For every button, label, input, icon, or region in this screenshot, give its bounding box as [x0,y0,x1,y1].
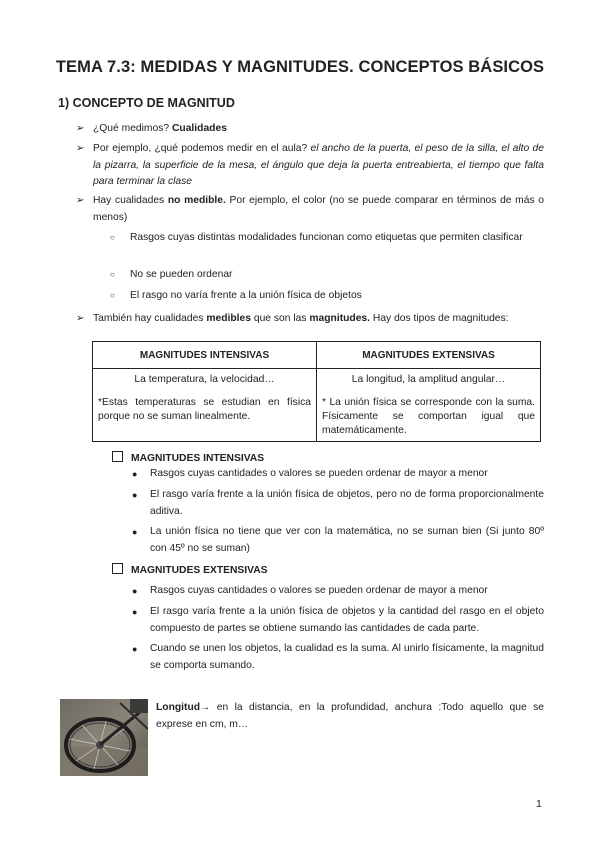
magnitudes-table [92,341,541,442]
bullet-no-medible [76,193,544,226]
bicycle-wheel-image [60,699,148,776]
sub-bullet-text: El rasgo no varía frente a la unión física de objetos [130,290,362,301]
cell-note: * La unión física se corresponde con la suma. Físicamente se comportan igual que matemáticamente. [322,397,535,436]
dot-bullet-icon: ● [132,527,138,537]
arrow-bullet-icon: ➢ [76,313,85,324]
list-item [128,604,544,637]
cell-note: *Estas temperaturas se estudian en física porque no se suman linealmente. [98,397,311,422]
bullet-text: Hay dos tipos de magnitudes: [370,313,509,324]
bullet-que-medimos [76,121,544,138]
page-title: TEMA 7.3: MEDIDAS Y MAGNITUDES. CONCEPTOS BÁSICOS [55,58,545,76]
checkbox-icon [112,451,123,462]
bullet-text: ¿Qué medimos? [93,123,172,134]
dot-bullet-icon: ● [132,490,138,500]
circle-bullet-icon: ○ [110,233,115,242]
bicycle-wheel-photo [60,699,148,776]
cell-example: La temperatura, la velocidad… [134,374,275,385]
longitud-label: Longitud [156,702,201,713]
checklist-heading-intensivas [112,451,264,464]
arrow-bullet-icon: ➢ [76,143,85,154]
bullet-italic-text: el ancho de la puerta, el peso de la silla, el alto de la pizarra, la superficie de la mesa, el ángulo que deja la puerta entreabierta, el tiempo que falta para terminar la clase [93,143,544,187]
bullet-text: Por ejemplo, el color (no se puede comparar en términos de más o menos) [93,195,544,223]
dot-bullet-icon: ● [132,607,138,617]
list-item-text: El rasgo varía frente a la unión física de objetos y la cantidad del rasgo en el objeto compuesto de partes se obtiene sumando las cantidades de cada parte. [150,606,544,634]
bullet-bold-text: no medible. [167,195,226,206]
bullet-text: que son las [250,313,310,324]
list-item [128,466,544,483]
checklist-heading-text: MAGNITUDES INTENSIVAS [131,453,265,464]
arrow-bullet-icon: ➢ [76,123,85,134]
list-item [128,583,544,600]
circle-bullet-icon: ○ [110,291,115,300]
list-item-text: Rasgos cuyas cantidades o valores se pueden ordenar de mayor a menor [150,468,488,479]
dot-bullet-icon: ● [132,469,138,479]
table-row [93,369,541,442]
list-item-text: La unión física no tiene que ver con la matemática, no se suman bien (Si junto 80º con 45º no se suman) [150,526,544,554]
cell-example: La longitud, la amplitud angular… [351,374,506,385]
sub-bullet [110,288,544,305]
cell-intensivas [93,369,317,442]
sub-bullet-text: Rasgos cuyas distintas modalidades funcionan como etiquetas que permiten clasificar [130,232,523,243]
circle-bullet-icon: ○ [110,270,115,279]
list-item-text: Cuando se unen los objetos, la cualidad es la suma. Al unirlo físicamente, la magnitud se comporta sumando. [150,643,544,671]
bullet-medibles [76,311,544,328]
list-item [128,487,544,520]
header-intensivas: MAGNITUDES INTENSIVAS [93,342,317,369]
dot-bullet-icon: ● [132,586,138,596]
bullet-text: También hay cualidades [93,313,207,324]
bullet-bold-text: Cualidades [171,123,227,134]
sub-bullet-text: No se pueden ordenar [130,269,233,280]
arrow-bullet-icon: ➢ [76,195,85,206]
table-header-row [93,342,541,369]
list-item [128,641,544,674]
section-heading: 1) CONCEPTO DE MAGNITUD [58,96,235,110]
longitud-paragraph [156,700,544,733]
bullet-ejemplo-aula [76,141,544,191]
bullet-bold-text: medibles [206,313,251,324]
checkbox-icon [112,563,123,574]
bullet-text: Hay cualidades [93,195,168,206]
bullet-bold-text: magnitudes. [309,313,371,324]
sub-bullet [110,267,544,284]
cell-extensivas [317,369,541,442]
longitud-text: → en la distancia, en la profundidad, anchura :Todo aquello que se exprese en cm, m… [156,702,544,730]
checklist-heading-extensivas [112,563,268,576]
checklist-heading-text: MAGNITUDES EXTENSIVAS [131,565,268,576]
list-item-text: El rasgo varía frente a la unión física de objetos, pero no de forma proporcionalmente aditiva. [150,489,544,517]
bullet-text: Por ejemplo, ¿qué podemos medir en el aula? [93,143,311,154]
sub-bullet [110,230,544,247]
dot-bullet-icon: ● [132,644,138,654]
page-number: 1 [536,798,542,810]
header-extensivas: MAGNITUDES EXTENSIVAS [317,342,541,369]
list-item-text: Rasgos cuyas cantidades o valores se pueden ordenar de mayor a menor [150,585,488,596]
list-item [128,524,544,557]
